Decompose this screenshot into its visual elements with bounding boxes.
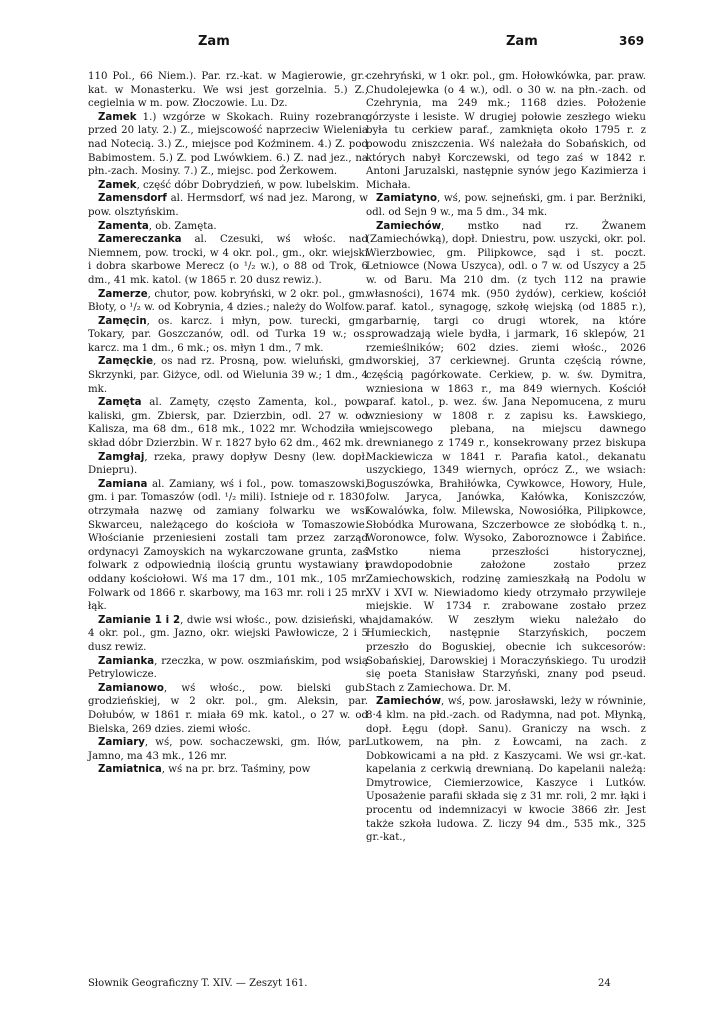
dictionary-entry: [88, 192, 368, 219]
dictionary-entry: [88, 655, 368, 682]
entry-text: czehryński, w 1 okr. pol., gm. Hołowkówka, par. praw. Chudolejewka (o 4 w.), odl. o 30 w. na płn.-zach. od Czehrynia, ma 249 mk.; 1168 dzies. Położenie górzyste i lesiste. W drugiej połowie zeszłego wieku była tu cerkiew paraf., zamknięta około 1795 r. z powodu zniszczenia. Wś należała do Sobańskich, od których nabył Korczewski, od tego zaś w 1842 r. Antoni Jaruzalski, następnie synów jego Kazimierza i Michała.: [366, 71, 646, 191]
entry-text: , mstko nad rz. Żwanem (Zamiechówką), dopł. Dniestru, pow. uszycki, okr. pol. Wierzbowiec, gm. Pilipkowce, sąd i st. poczt. Letniowce (Nowa Uszyca), odl. o 7 w. od Uszycy a 25 w. od Baru. Ma 210 dm. (z tych 112 na prawie własności), 1674 mk. (950 żydów), cerkiew, kościół paraf. katol., synagogę, szkołę wiejską (od 1885 r.), garbarnię, targi co drugi wtorek, na które sprowadzają wiele bydła, i jarmark, 16 sklepów, 21 rzemieślników; 602 dzies. ziemi włośc., 2026 dworskiej, 37 cerkiewnej. Grunta częścią równe, częścią pagórkowate. Cerkiew, p. w. św. Dymitra, wzniesiona w 1863 r., ma 849 wiernych. Kościół paraf. katol., p. wez. św. Jana Nepomucena, z muru wzniesiony w 1808 r. z zapisu ks. Ławskiego, miejscowego plebana, na miejscu dawnego drewnianego z 1749 r., konsekrowany przez biskupa Mackiewicza w 1841 r. Parafia katol., dekanatu uszyckiego, 1349 wiernych, oprócz Z., we wsiach: Boguszówka, Brahiłówka, Cywkowce, Howory, Hule, folw. Jaryca, Janówka, Kałówka, Koniszczów, Kowalówka, folw. Milewska, Nowosiółka, Pilipkowce, Słobódka Murowana, Szczerbowce ze słobódką t. n., Woronowce, folw. Wysoko, Zaboroznowce i Żabińce. Mstko niema przeszłości historycznej, prawdopodobnie założone zostało przez Zamiechowskich, rodzinę zamieszkałą na Podolu w XV i XVI w. Niewiadomo kiedy otrzymało przywileje miejskie. W 1734 r. zrabowane zostało przez hajdamaków. W zeszłym wieku należało do Humieckich, następnie Starzyńskich, poczem przeszło do Boguskiej, obecnie ich sukcesorów: Sobańskiej, Darowskiej i Moraczyńskiego. Tu urodził się poeta Stanisław Starzyński, znany pod pseud. Stach z Zamiechowa. Dr. M.: [366, 220, 646, 694]
entry-text: , wś włośc., pow. bielski gub. grodzieńskiej, w 2 okr. pol., gm. Aleksin, par. Dołubów, w 1861 r. miała 69 mk. katol., o 27 w. od Bielska, 269 dzies. ziemi włośc.: [88, 682, 368, 735]
entry-text: al. Zamiany, wś i fol., pow. tomaszowski, gm. i par. Tomaszów (odl. ¹/₂ mili). Istnieje od r. 1830, otrzymała nazwę od zamiany folwarku we wsi Skwarceu, należącego do kościoła w Tomaszowie. Włościanie przeniesieni zostali tam przez zarząd ordynacyi Zamoyskich na wykarczowane grunta, zaś folwark z odpowiednią ilością gruntu wystawiany i oddany kościołowi. Wś ma 17 dm., 101 mk., 105 mr. Folwark od 1866 r. skarbowy, ma 163 mr. roli i 25 mr. łąk.: [88, 478, 368, 613]
dictionary-entry: [88, 614, 368, 655]
footer-publication: Słownik Geograficzny T. XIV. — Zeszyt 161.: [88, 978, 308, 989]
dictionary-entry: [88, 233, 368, 287]
entry-text: , część dóbr Dobrydzień, w pow. lubelskim.: [136, 179, 360, 191]
dictionary-entry: [366, 220, 646, 696]
entry-headword: Zamiatyno: [376, 193, 438, 205]
entry-headword: Zamerze: [98, 288, 148, 300]
entry-text: , dwie wsi włośc., pow. dzisieński, w 4 okr. pol., gm. Jazno, okr. wiejski Pawłowicze, 2 i 5 dusz rewiz.: [88, 614, 368, 653]
entry-text: , ob. Zamęta.: [148, 220, 217, 232]
entry-headword: Zamgłaj: [98, 451, 145, 463]
dictionary-entry: [88, 763, 368, 777]
dictionary-entry: [88, 70, 368, 111]
entry-headword: Zamenta: [98, 220, 149, 232]
entry-text: , wś na pr. brz. Taśminy, pow: [161, 764, 311, 776]
dictionary-entry: [366, 695, 646, 845]
entry-headword: Zamiana: [98, 478, 148, 490]
entry-text: , os nad rz. Prosną, pow. wieluński, gm. Skrzynki, par. Giżyce, odl. od Wielunia 39 w.; 1 dm., 4 mk.: [88, 356, 368, 395]
entry-text: , rzeka, prawy dopływ Desny (lew. dopł. Dniepru).: [88, 451, 368, 477]
dictionary-entry: [88, 315, 368, 356]
entry-text: , wś, pow. jarosławski, leży w równinie, 8·4 klm. na płd.-zach. od Radymna, nad pot. Młynką, dopł. Łęgu (dopł. Sanu). Graniczy na wsch. z Lutkowem, na płn. z Łowcami, na zach. z Dobkowicami a na płd. z Kaszycami. We wsi gr.-kat. kapelania z cerkwią drewnianą. Do kapelanii należą: Dmytrowice, Ciemierzowice, Kaszyce i Lutków. Uposażenie parafii składa się z 31 mr. roli, 2 mr. łąki i procentu od indemnizacyi w kwocie 3866 złr. Jest także szkoła ludowa. Z. liczy 94 dm., 535 mk., 325 gr.-kat.,: [366, 696, 646, 844]
entry-headword: Zamensdorf: [98, 193, 167, 205]
dictionary-entry: [88, 682, 368, 736]
entry-text: , os. karcz. i młyn, pow. turecki, gm. Tokary, par. Goszczanów, odl. od Turka 19 w.; os. karcz. ma 1 dm., 6 mk.; os. młyn 1 dm., 7 mk.: [88, 315, 368, 354]
entry-headword: Zamiechów: [376, 220, 441, 232]
dictionary-entry: [366, 70, 646, 192]
entry-headword: Zamianie 1 i 2: [98, 614, 181, 626]
entry-headword: Zamiechów: [376, 696, 441, 708]
entry-text: 1.) wzgórze w Skokach. Ruiny rozebrano przed 20 laty. 2.) Z., miejscowość naprzeciw Wielenia nad Notecią. 3.) Z., miejsce pod Koźminem. 4.) Z. pod Babimostem. 5.) Z. pod Lwówkiem. 6.) Z. nad jez., na płn.-zach. Mosiny. 7.) Z., miejsc. pod Żerkowem.: [88, 111, 368, 178]
dictionary-entry: [88, 451, 368, 478]
dictionary-entry: [88, 288, 368, 315]
dictionary-entry: [88, 111, 368, 179]
footer-signature: 24: [598, 978, 611, 989]
dictionary-entry: [88, 179, 368, 193]
dictionary-entry: [88, 220, 368, 234]
entry-headword: Zamęcin: [98, 315, 147, 327]
dictionary-entry: [88, 355, 368, 396]
entry-headword: Zamiatnica: [98, 764, 162, 776]
entry-text: , wś, pow. sejneński, gm. i par. Berżniki, odl. od Sejn 9 w., ma 5 dm., 34 mk.: [366, 193, 646, 218]
entry-headword: Zamereczanka: [98, 234, 182, 246]
dictionary-entry: [366, 192, 646, 219]
dictionary-entry: [88, 478, 368, 614]
entry-text: al. Czesuki, wś włośc. nad Niemnem, pow. trocki, w 4 okr. pol., gm., okr. wiejski i dobra skarbowe Merecz (o ¹/₂ w.), o 88 od Trok, 6 dm., 41 mk. katol. (w 1865 r. 20 dusz rewiz.).: [88, 234, 368, 286]
right-column: [366, 70, 646, 845]
entry-headword: Zamiary: [98, 737, 145, 749]
entry-text: al. Hermsdorf, wś nad jez. Marong, w pow. olsztyńskim.: [88, 193, 368, 218]
entry-text: 110 Pol., 66 Niem.). Par. rz.-kat. w Magierowie, gr.-kat. w Monasterku. We wsi jest gorzelnia. 5.) Z., cegielnia w m. pow. Złoczowie. Lu. Dz.: [88, 71, 368, 110]
entry-headword: Zamek: [98, 111, 137, 123]
entry-text: , wś, pow. sochaczewski, gm. Iłów, par. Jamno, ma 43 mk., 126 mr.: [88, 737, 368, 762]
entry-headword: Zamek: [98, 179, 137, 191]
left-column: [88, 70, 368, 777]
dictionary-entry: [88, 396, 368, 450]
entry-headword: Zamęckie: [98, 356, 154, 368]
right-running-head: Zam: [506, 34, 538, 49]
entry-headword: Zamęta: [98, 397, 142, 409]
entry-headword: Zamianka: [98, 655, 155, 667]
dictionary-entry: [88, 736, 368, 763]
page-number: 369: [619, 34, 645, 48]
entry-text: al. Zamęty, często Zamenta, kol., pow. kaliski, gm. Zbiersk, par. Dzierzbin, odl. 27 w. od Kalisza, ma 68 dm., 618 mk., 1022 mr. Wchodziła w skład dóbr Dzierzbin. W r. 1827 było 62 dm., 462 mk.: [88, 397, 368, 450]
left-running-head: Zam: [198, 34, 230, 49]
entry-text: , rzeczka, w pow. oszmiańskim, pod wsią Petrylowicze.: [88, 655, 368, 681]
entry-text: , chutor, pow. kobryński, w 2 okr. pol., gm. Błoty, o ¹/₂ w. od Kobrynia, 4 dzies.; należy do Wolfow.: [88, 288, 368, 314]
entry-headword: Zamianowo: [98, 682, 164, 694]
